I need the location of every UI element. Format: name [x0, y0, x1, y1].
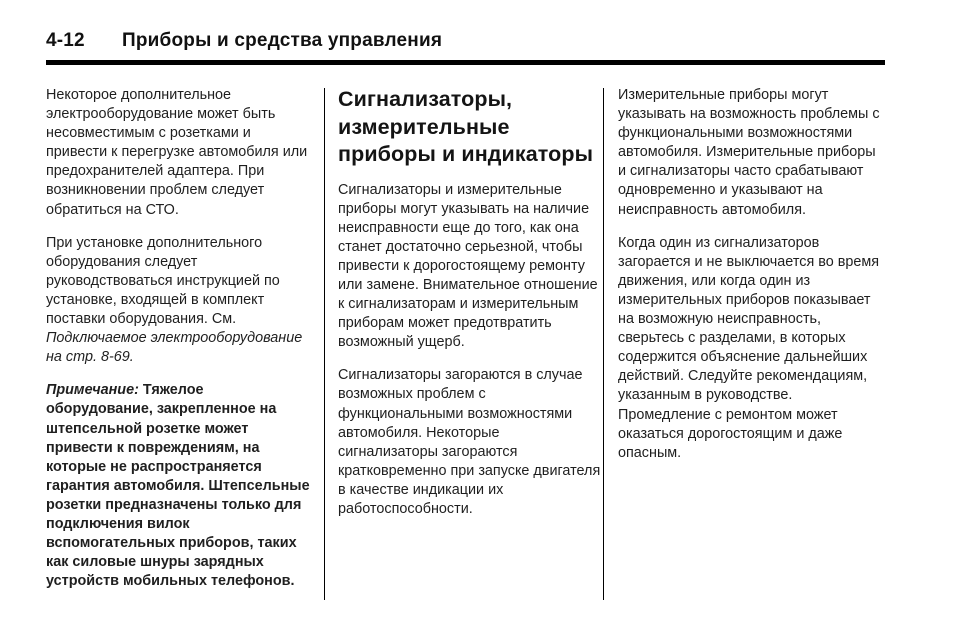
cross-reference: Подключаемое электрооборудование на стр. 8-69. — [46, 330, 303, 366]
paragraph: Сигнализаторы загораются в случае возможных проблем с функциональными возможностями автомобиля. Некоторые сигнализаторы загораются кратковременно при запуске двигателя в качестве индикации их работоспособности. — [338, 367, 601, 517]
paragraph: Некоторое дополнительное электрооборудование может быть несовместимым с розетками и привести к перегрузке автомобиля или предохранителей адаптера. При возникновении проблем следует обратиться на СТО. — [46, 87, 308, 218]
note-block — [46, 381, 310, 591]
text-column-2 — [338, 86, 602, 519]
section-heading: Сигнализаторы, измерительные приборы и индикаторы — [338, 87, 594, 166]
paragraph-with-crossref — [46, 234, 310, 368]
paragraph: Измерительные приборы могут указывать на возможность проблемы с функциональными возможностями автомобиля. Измерительные приборы и сигнализаторы часто срабатывают одновременно и указывают на неисправность автомобиля. — [618, 87, 880, 218]
page-folio: 4-12 — [46, 30, 85, 51]
paragraph: Когда один из сигнализаторов загорается и не выключается во время движения, или когда один из измерительных приборов показывает на возможную неисправность, сверьтесь с разделами, в которых содержится объяснение дальнейших действий. Следуйте рекомендациям, указанным в руководстве. Промедление с ремонтом может оказаться дорогостоящим и даже опасным. — [618, 234, 880, 461]
text-column-1 — [46, 86, 310, 591]
note-label: Примечание: — [46, 382, 139, 399]
column-divider-1 — [324, 88, 325, 600]
paragraph: Сигнализаторы и измерительные приборы могут указывать на наличие неисправности еще до того, как она станет достаточно серьезной, чтобы привести к дорогостоящему ремонту или замене. Внимательное отношение к сигнализаторам и измерительным приборам может предотвратить возможный ущерб. — [338, 181, 598, 351]
paragraph-lead-text: При установке дополнительного оборудования следует руководствоваться инструкцией по установке, входящей в комплект поставки оборудования. См. — [46, 234, 280, 328]
note-body: Тяжелое оборудование, закрепленное на штепсельной розетке может привести к повреждениям, на которые не распространяется гарантия автомобиля. Штепсельные розетки предназначены только для подключения вилок вспомогательных приборов, таких как силовые шнуры зарядных устройств мобильных телефонов. — [46, 382, 310, 590]
column-divider-2 — [603, 88, 604, 600]
chapter-title: Приборы и средства управления — [122, 30, 443, 51]
running-header — [46, 30, 886, 52]
column-grid — [46, 86, 906, 606]
header-rule — [46, 60, 885, 65]
text-column-3 — [618, 86, 882, 463]
